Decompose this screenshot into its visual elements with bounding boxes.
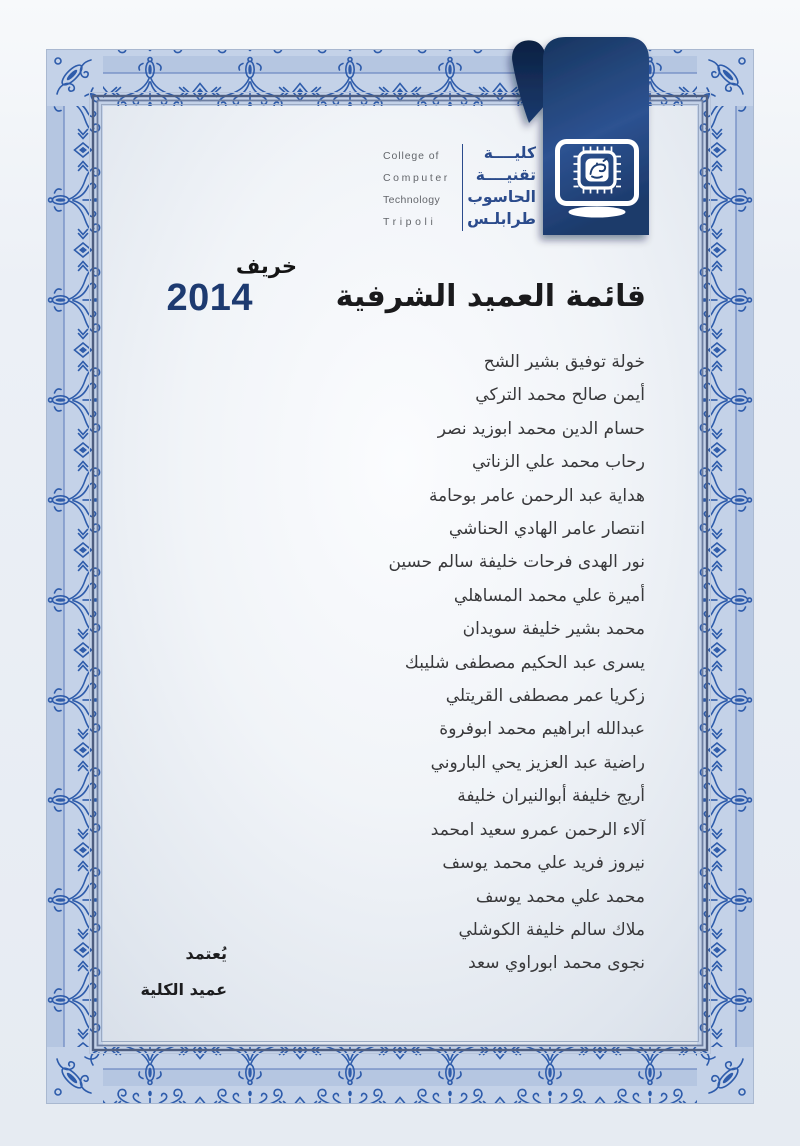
honor-list-item: راضية عبد العزيز يحي الباروني xyxy=(430,752,645,773)
honor-list-item: انتصار عامر الهادي الحناشي xyxy=(448,519,645,540)
approval-label: يُعتمد xyxy=(185,944,227,963)
ribbon-curl xyxy=(512,40,546,123)
college-name-ar-line: تقنيــــة xyxy=(475,166,536,184)
logo-divider-line xyxy=(462,144,463,231)
college-name-ar-line: طرابلـس xyxy=(467,210,536,228)
college-name-en-line: Tripoli xyxy=(383,216,437,228)
honor-list-item: يسرى عبد الحكيم مصطفى شليبك xyxy=(404,652,645,673)
honor-list-item: أيمن صالح محمد التركي xyxy=(475,385,645,406)
honor-list-item: حسام الدين محمد ابوزيد نصر xyxy=(437,418,645,439)
honor-list-item: خولة توفيق بشير الشح xyxy=(483,352,645,372)
honor-list-item: نجوى محمد ابوراوي سعد xyxy=(468,953,645,974)
college-name-en-line: Computer xyxy=(383,172,450,184)
honor-list-item: ملاك سالم خليفة الكوشلي xyxy=(458,919,645,940)
honor-list-item: عبدالله ابراهيم محمد ابوفروة xyxy=(439,719,645,740)
honor-list-item: محمد بشير خليفة سويدان xyxy=(462,619,645,640)
honor-names-list xyxy=(388,346,645,981)
college-name-ar-line: الحاسوب xyxy=(467,188,536,206)
page-title: قائمة العميد الشرفية xyxy=(335,279,646,314)
honor-list-item: أميرة علي محمد المساهلي xyxy=(453,585,645,606)
honor-list-item: آلاء الرحمن عمرو سعيد امحمد xyxy=(430,819,645,840)
college-name-english xyxy=(383,142,453,233)
dean-title-label: عميد الكلية xyxy=(140,980,227,999)
honor-list-item: نور الهدى فرحات خليفة سالم حسين xyxy=(388,552,645,573)
honor-list-item: رحاب محمد علي الزناتي xyxy=(472,452,645,473)
college-name-en-line: College of xyxy=(383,150,440,162)
semester-label: خريف xyxy=(235,254,297,278)
college-logo-ribbon xyxy=(495,25,675,250)
honor-list-item: محمد علي محمد يوسف xyxy=(475,886,645,907)
honor-list-item: زكريا عمر مصطفى القريتلي xyxy=(445,686,645,707)
college-name-en-line: Technology xyxy=(383,194,441,206)
year-label: 2014 xyxy=(166,277,253,319)
honor-list-item: نيروز فريد علي محمد يوسف xyxy=(442,853,645,874)
honor-list-item: أريج خليفة أبوالنيران خليفة xyxy=(457,786,645,807)
signature-block xyxy=(140,944,227,999)
college-name-ar-line: كليــــة xyxy=(483,144,536,162)
honor-list-item: هداية عبد الرحمن عامر بوحامة xyxy=(428,485,645,506)
